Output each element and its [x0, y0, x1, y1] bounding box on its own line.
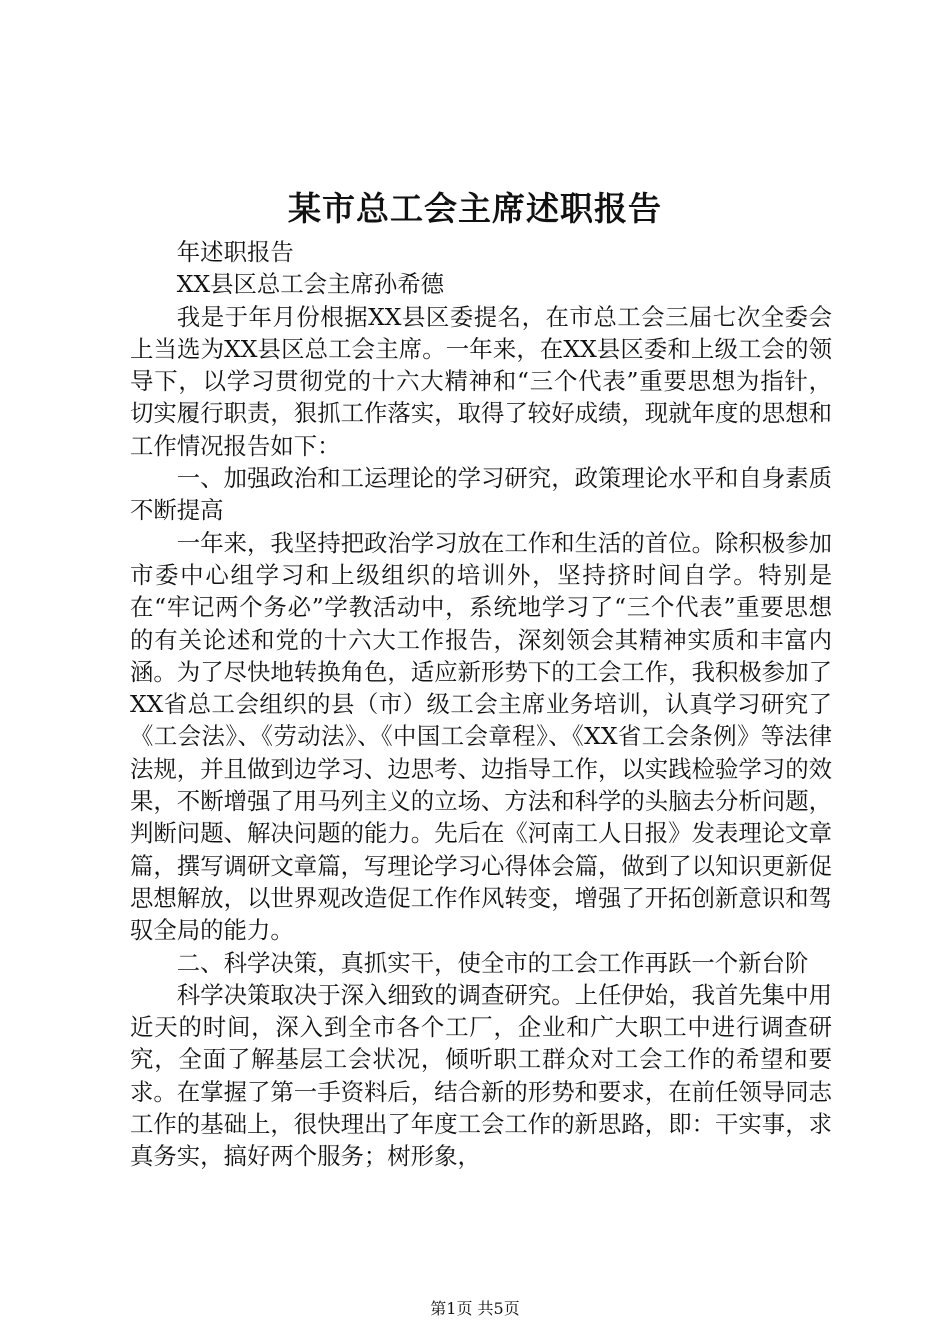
paragraph-intro: 我是于年月份根据XX县区委提名，在市总工会三届七次全委会上当选为XX县区总工会主席。一年来，在XX县区委和上级工会的领导下，以学习贯彻党的十六大精神和“三个代表”重要思想为指针，切实履行职责，狠抓工作落实，取得了较好成绩，现就年度的思想和工作情况报告如下：: [130, 302, 832, 460]
section-heading-2: 二、科学决策，真抓实干，使全市的工会工作再跃一个新台阶: [176, 948, 809, 977]
page-footer: 第1页 共5页: [430, 1299, 520, 1318]
paragraph-study: 一年来，我坚持把政治学习放在工作和生活的首位。除积极参加市委中心组学习和上级组织的培训外，坚持挤时间自学。特别是在“牢记两个务必”学教活动中，系统地学习了“三个代表”重要思想的有关论述和党的十六大工作报告，深刻领会其精神实质和丰富内涵。为了尽快地转换角色，适应新形势下的工会工作，我积极参加了XX省总工会组织的县（市）级工会主席业务培训，认真学习研究了《工会法》、《劳动法》、《中国工会章程》、《XX省工会条例》等法律法规，并且做到边学习、边思考、边指导工作，以实践检验学习的效果，不断增强了用马列主义的立场、方法和科学的头脑去分析问题，判断问题、解决问题的能力。先后在《河南工人日报》发表理论文章篇，撰写调研文章篇，写理论学习心得体会篇，做到了以知识更新促思想解放，以世界观改造促工作作风转变，增强了开拓创新意识和驾驭全局的能力。: [130, 528, 832, 945]
paragraph-report-year: 年述职报告: [176, 238, 294, 266]
paragraph-decision: 科学决策取决于深入细致的调查研究。上任伊始，我首先集中用近天的时间，深入到全市各个工厂，企业和广大职工中进行调查研究，全面了解基层工会状况，倾听职工群众对工会工作的希望和要求。在掌握了第一手资料后，结合新的形势和要求，在前任领导同志工作的基础上，很快理出了年度工会工作的新思路，即：干实事，求真务实，搞好两个服务；树形象，: [130, 980, 832, 1171]
document-body: [130, 236, 832, 1173]
document-title: 某市总工会主席述职报告: [288, 189, 662, 228]
paragraph-author: XX县区总工会主席孙希德: [176, 270, 445, 299]
section-heading-1: 一、加强政治和工运理论的学习研究，政策理论水平和自身素质不断提高: [130, 464, 832, 525]
